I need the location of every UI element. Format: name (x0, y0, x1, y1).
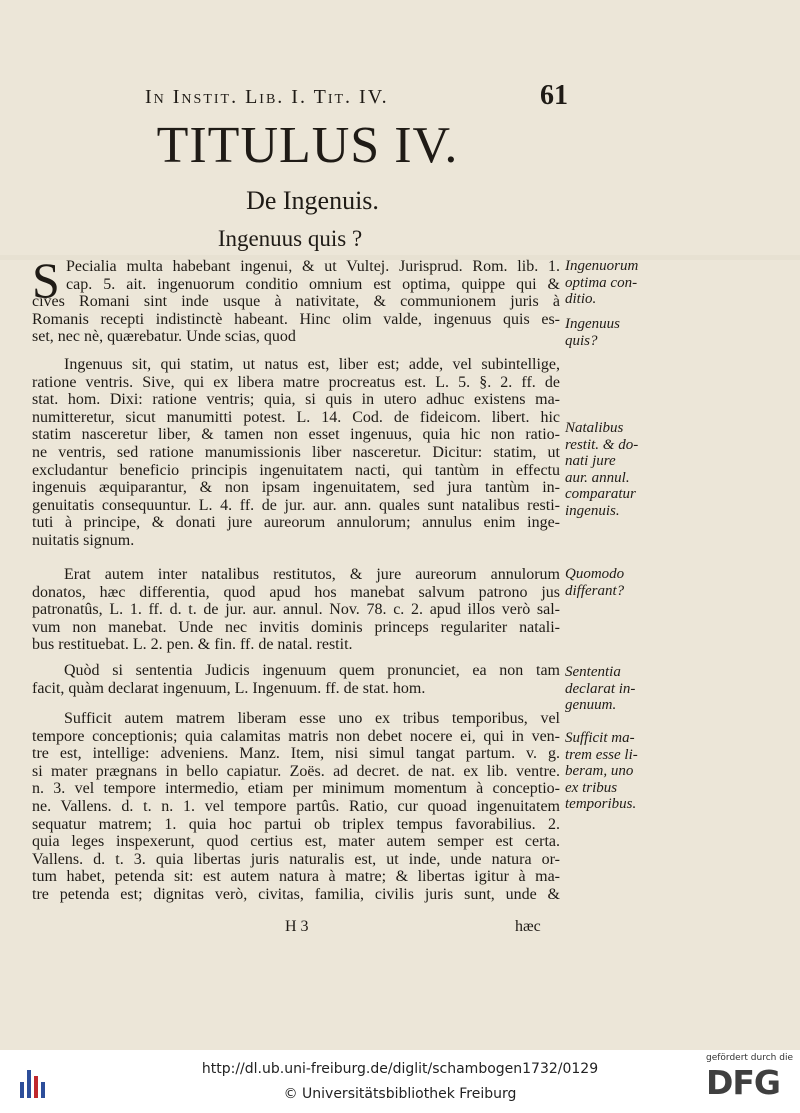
text-line: tuti à principe, & donati jure aureorum annulorum; annulus enim inge- (32, 514, 560, 532)
page-number: 61 (540, 80, 568, 111)
marginal-line: aur. annul. (565, 469, 630, 486)
text-line: facit, quàm declarat ingenuum, L. Ingenuum. ff. de stat. hom. (32, 679, 426, 697)
text-line: patronatûs, L. 1. ff. d. t. de jur. aur. annul. Nov. 78. c. 2. apud illos verò sal- (32, 601, 560, 619)
text-line: stat. hom. Dixi: ratione ventris; quia, si quis in utero adhuc existens ma- (32, 391, 560, 409)
text-line: Romanis recepti indistinctè habeant. Hinc olim valde, ingenuus quis es- (32, 310, 560, 328)
text-line: Sufficit autem matrem liberam esse uno ex tribus temporibus, vel (64, 710, 560, 727)
catchword: hæc (515, 918, 541, 935)
marginal-line: Ingenuus (565, 316, 620, 332)
text-line: Quòd si sententia Judicis ingenuum quem pronunciet, ea non tam (64, 662, 560, 679)
marginal-line: trem esse li- (565, 746, 638, 763)
marginal-line: nati jure (565, 453, 616, 469)
page-foot (0, 918, 800, 938)
chapter-subtitle: De Ingenuis. (246, 186, 379, 215)
text-line: si mater prægnans in bello capiatur. Zoës. ad decret. de nat. ex lib. ventre. (32, 762, 560, 780)
text-line: n. 3. vel tempore intermedio, etiam per minimum momentum à conceptio- (32, 780, 560, 798)
running-head: In Instit. Lib. I. Tit. IV. (145, 86, 389, 108)
marginal-line: declarat in- (565, 680, 636, 697)
funding-note: gefördert durch die (706, 1053, 793, 1063)
text-line: cives Romani sint inde usque à nativitate, & communionem juris à (32, 293, 560, 311)
page-title: TITULUS IV. (156, 117, 459, 174)
text-line: donatos, hæc differentia, quod apud hos manebat salvum patrono jus (32, 583, 560, 601)
text-line: excludantur beneficio principis ingenuitatem nacti, qui tantùm in effectu (32, 461, 560, 479)
marginal-note (565, 730, 638, 813)
text-line: ratione ventris. Sive, qui ex libera matre procreatus est. L. 5. §. 2. ff. de (32, 373, 560, 391)
text-line: vum non manebat. Unde nec invitis dominis princeps regulariter natali- (32, 618, 560, 636)
copyright-notice: © Universitätsbibliothek Freiburg (283, 1086, 517, 1102)
marginal-line: ditio. (565, 291, 597, 307)
marginal-line: comparatur (565, 486, 636, 502)
marginal-note (565, 566, 624, 599)
viewer-footer (0, 1050, 800, 1113)
text-line: tum habet, petenda sit: est autem natura à matre; & libertas igitur à ma- (32, 868, 560, 886)
text-line: Erat autem inter natalibus restitutos, & jure aureorum annulorum (64, 566, 560, 583)
marginal-line: Sententia (565, 664, 621, 680)
marginal-note (565, 316, 620, 349)
marginal-line: temporibus. (565, 796, 637, 812)
text-line: Vallens. d. t. 3. quia libertas juris naturalis est, ut inde, unde natura or- (32, 850, 560, 868)
text-line: nuitatis signum. (32, 531, 135, 549)
text-line: bus restituebat. L. 2. pen. & fin. ff. de natal. restit. (32, 636, 353, 654)
text-line: tempore conceptionis; quia calamitas matris non debet nocere ei, qui in ven- (32, 727, 560, 745)
marginal-line: genuum. (565, 697, 617, 713)
text-line: ne. Vallens. d. t. n. 1. vel tempore partûs. Ratio, cur quoad ingenuitatem (32, 797, 560, 815)
drop-cap: S (32, 252, 60, 308)
text-line: ne ventris, sed ratione manumissionis liber nasceretur. Dicitur: statim, ut (32, 443, 560, 461)
marginal-line: Quomodo (565, 566, 625, 582)
marginal-note (565, 420, 638, 519)
text-line: Pecialia multa habebant ingenui, & ut Vultej. Jurisprud. Rom. lib. 1. (66, 258, 560, 275)
section-heading: Ingenuus quis ? (217, 226, 363, 251)
marginal-line: beram, uno (565, 763, 634, 779)
paragraph-3 (32, 566, 560, 654)
paragraph-4 (32, 662, 560, 697)
marginal-note (565, 258, 638, 308)
marginal-line: Sufficit ma- (565, 730, 635, 746)
marginal-line: quis? (565, 332, 598, 349)
signature-mark: H 3 (285, 918, 309, 935)
text-line: sequatur matrem; 1. quia hoc partui ob triplex tempus favorabilius. 2. (32, 815, 560, 833)
text-line: tre petenda est; dignitas verò, civitas, familia, civilis juris sunt, unde & (32, 885, 560, 903)
text-line: numitteretur, sicut manumitti potest. L. 14. Cod. de fideicom. libert. hic (32, 408, 560, 426)
marginal-line: differant? (565, 582, 625, 599)
permalink-url[interactable]: http://dl.ub.uni-freiburg.de/diglit/schambogen1732/0129 (201, 1061, 599, 1077)
marginal-line: Ingenuorum (565, 258, 639, 274)
text-line: quia leges inspexerunt, quod certius est, mater autem semper est certa. (32, 833, 560, 851)
text-line: cap. 5. ait. ingenuorum conditio omnium est optima, quippe qui & (66, 275, 560, 293)
paragraph-5 (32, 710, 560, 904)
marginal-line: ingenuis. (565, 502, 620, 519)
text-line: tre est, intellige: adveniens. Manz. Item, nisi simul tangat partum. v. g. (32, 745, 560, 763)
text-line: statim nasceretur liber, & tamen non esset ingenuus, quia hic non ratio- (32, 426, 560, 444)
text-line: genuitatis consequuntur. L. 4. ff. de jur. aur. ann. quales sunt natalibus resti- (32, 496, 560, 514)
text-line: Ingenuus sit, qui statim, ut natus est, liber est; adde, vel subintellige, (64, 356, 560, 373)
marginal-note (565, 664, 635, 714)
marginal-line: restit. & do- (565, 436, 639, 453)
dfg-logo: DFG (706, 1063, 781, 1102)
marginal-line: optima con- (565, 274, 638, 291)
marginal-line: Natalibus (565, 420, 624, 436)
marginal-line: ex tribus (565, 779, 618, 796)
text-line: ingenuis æquiparantur, & non ipsam ingenuitatem, sed jura tantùm in- (32, 479, 560, 497)
text-line: set, nec nè, quærebatur. Unde scias, quod (32, 328, 296, 346)
paragraph-2 (32, 356, 560, 550)
paragraph-1 (32, 258, 560, 346)
